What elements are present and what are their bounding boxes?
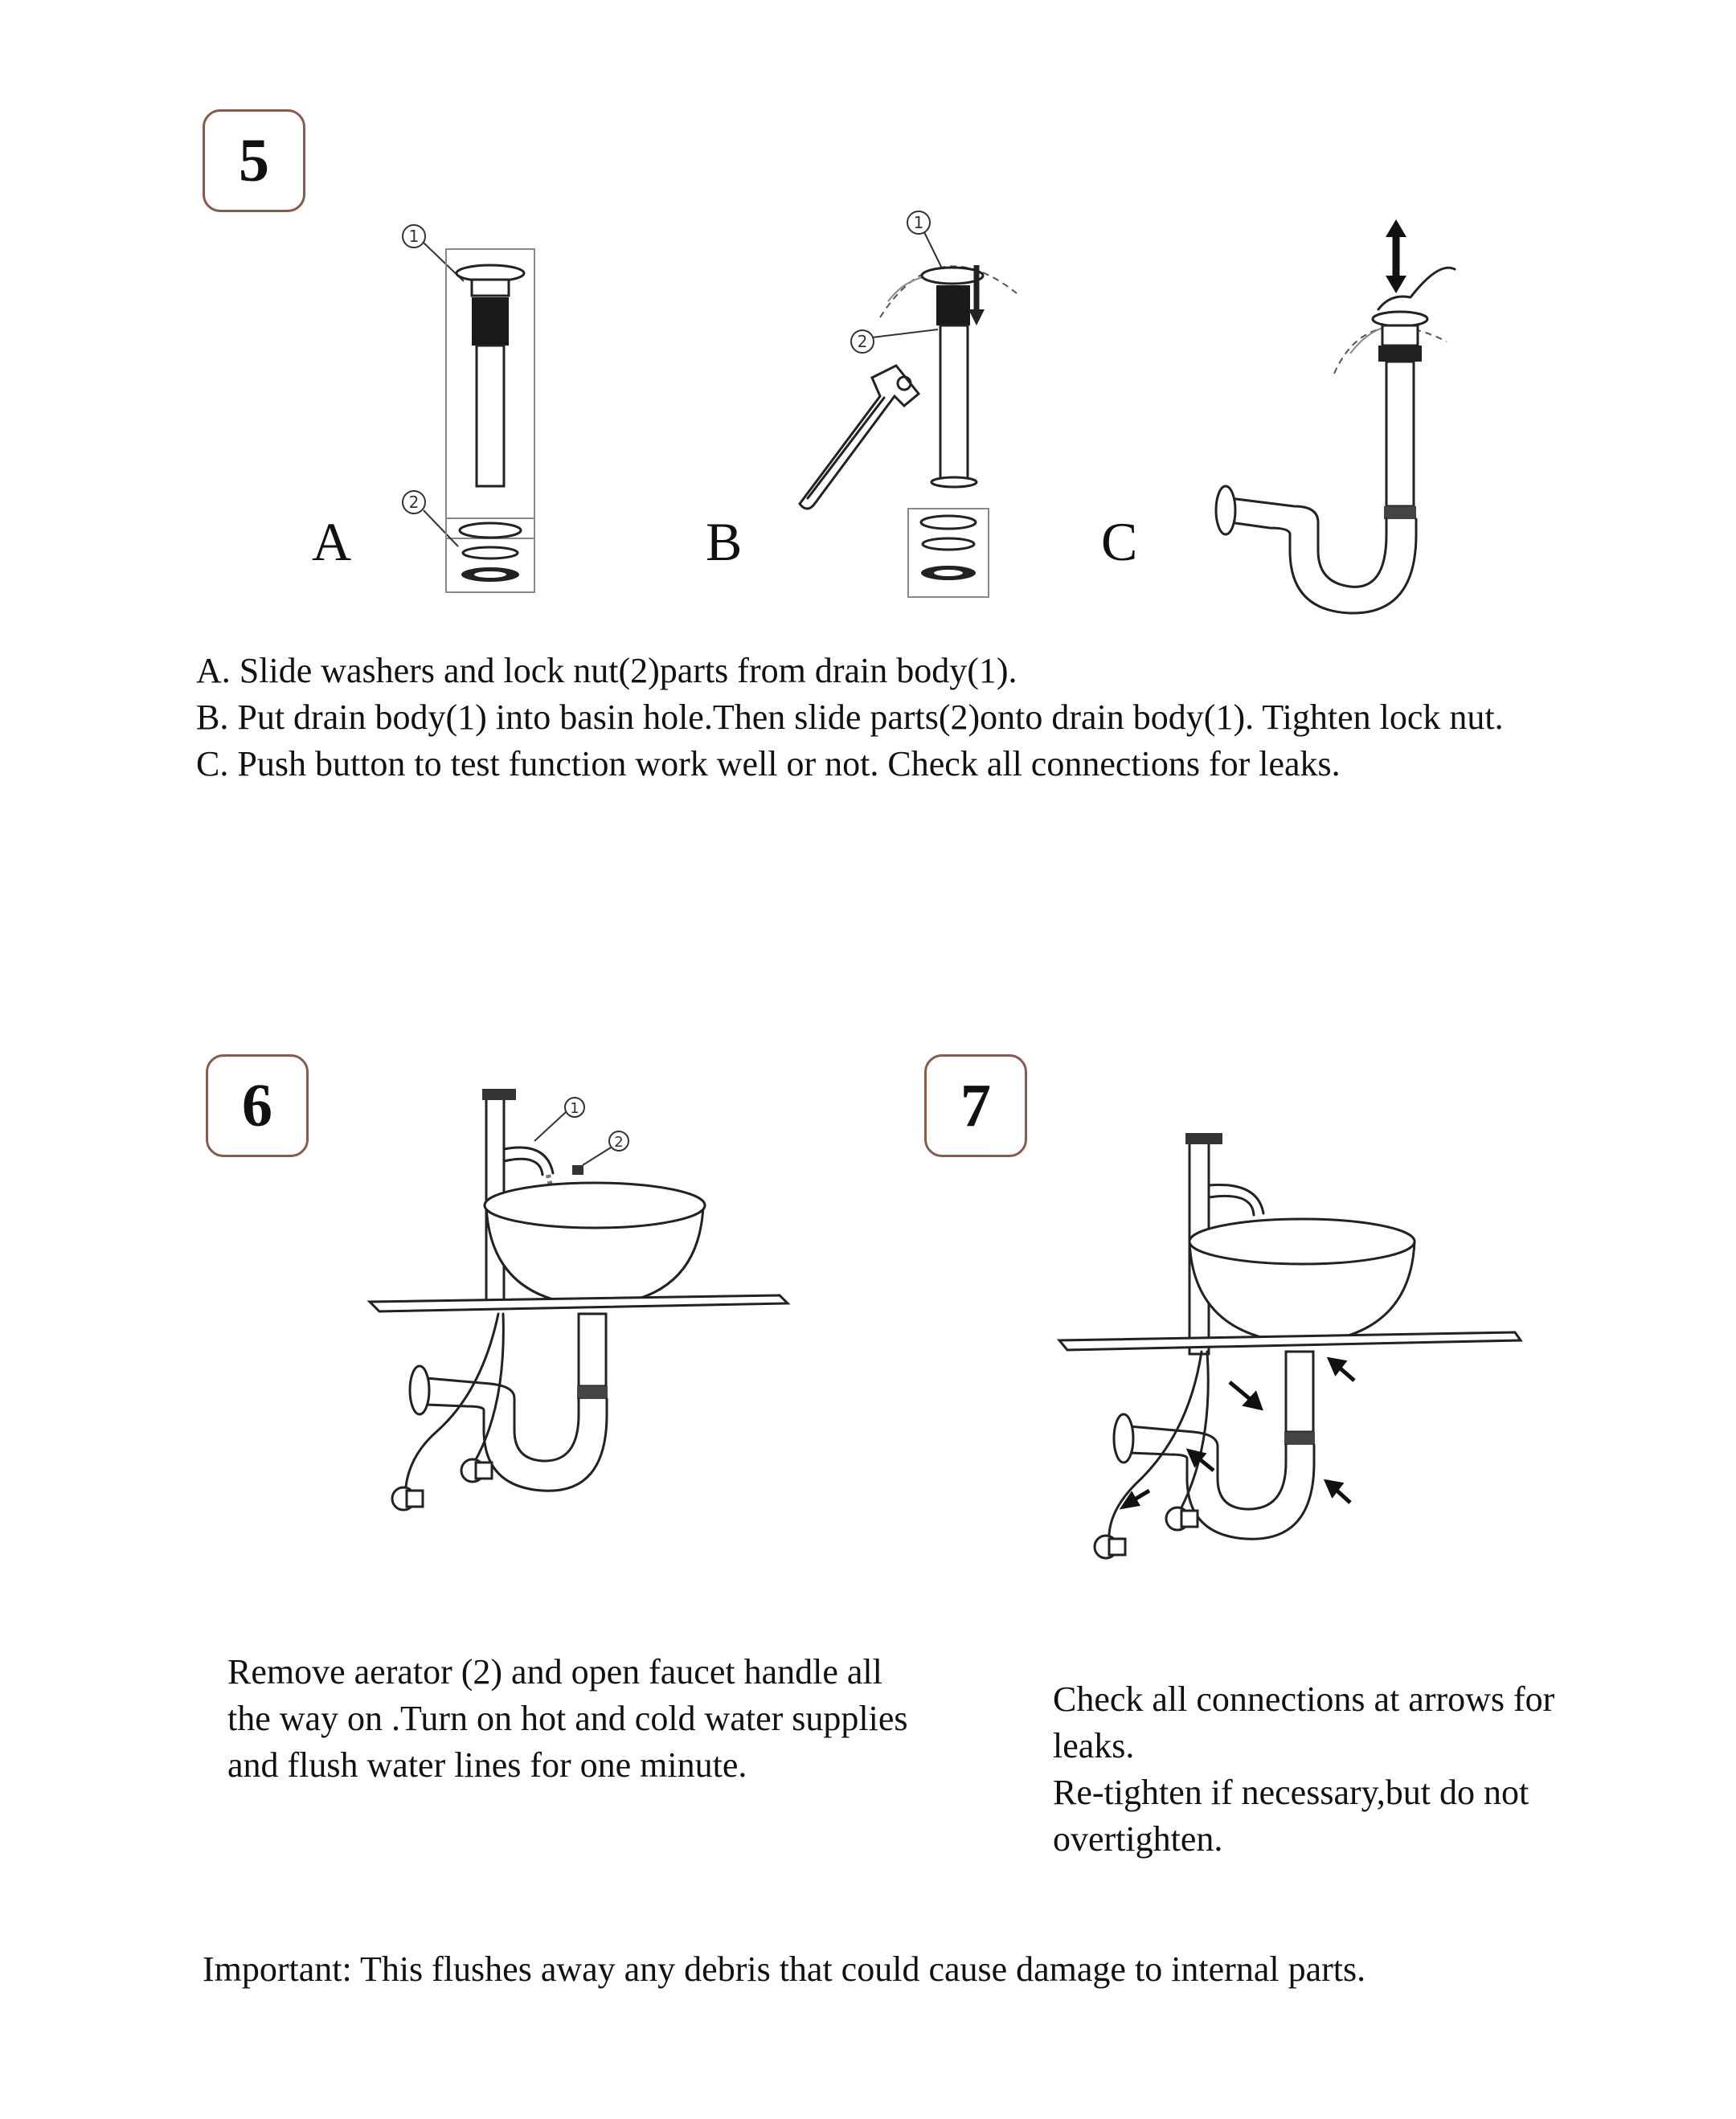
callout-1-label-b: 1 — [913, 213, 924, 232]
figure-b-wrench-tighten — [792, 205, 1033, 603]
callout-1-label-6: 1 — [570, 1100, 579, 1117]
callout-2-label: 2 — [408, 493, 420, 512]
figure-label-a: A — [312, 511, 352, 572]
step-5-instructions — [196, 648, 1562, 787]
important-note: Important: This flushes away any debris that could cause damage to internal parts. — [203, 1949, 1366, 1989]
figure-a-drain-exploded — [398, 209, 559, 603]
callout-2-label-6: 2 — [614, 1134, 624, 1151]
step-5-instruction-a: A. Slide washers and lock nut(2)parts from drain body(1). — [196, 651, 1017, 690]
step-5-instruction-c: C. Push button to test function work well or not. Check all connections for leaks. — [196, 744, 1341, 783]
step-5-badge: 5 — [203, 109, 305, 212]
step-7-instruction-line-2: Re-tighten if necessary,but do not overtighten. — [1053, 1773, 1529, 1859]
figure-6-flush-lines — [362, 1085, 796, 1583]
step-7-instruction-line-1: Check all connections at arrows for leaks. — [1053, 1679, 1555, 1765]
step-7-badge: 7 — [924, 1054, 1027, 1157]
figure-label-b: B — [706, 511, 743, 572]
step-7-instruction — [1053, 1676, 1583, 1863]
step-6-instruction: Remove aerator (2) and open faucet handle all the way on .Turn on hot and cold water supplies and flush water lines for one minute. — [227, 1652, 908, 1785]
figure-7-leak-check — [1053, 1125, 1519, 1607]
callout-1-label: 1 — [408, 227, 420, 246]
figure-label-c: C — [1101, 511, 1138, 572]
figure-c-push-test — [1206, 213, 1471, 599]
step-6-badge: 6 — [206, 1054, 309, 1157]
step-5-instruction-b: B. Put drain body(1) into basin hole.Then slide parts(2)onto drain body(1). Tighten lock nut. — [196, 697, 1504, 737]
callout-2-label-b: 2 — [857, 332, 868, 351]
